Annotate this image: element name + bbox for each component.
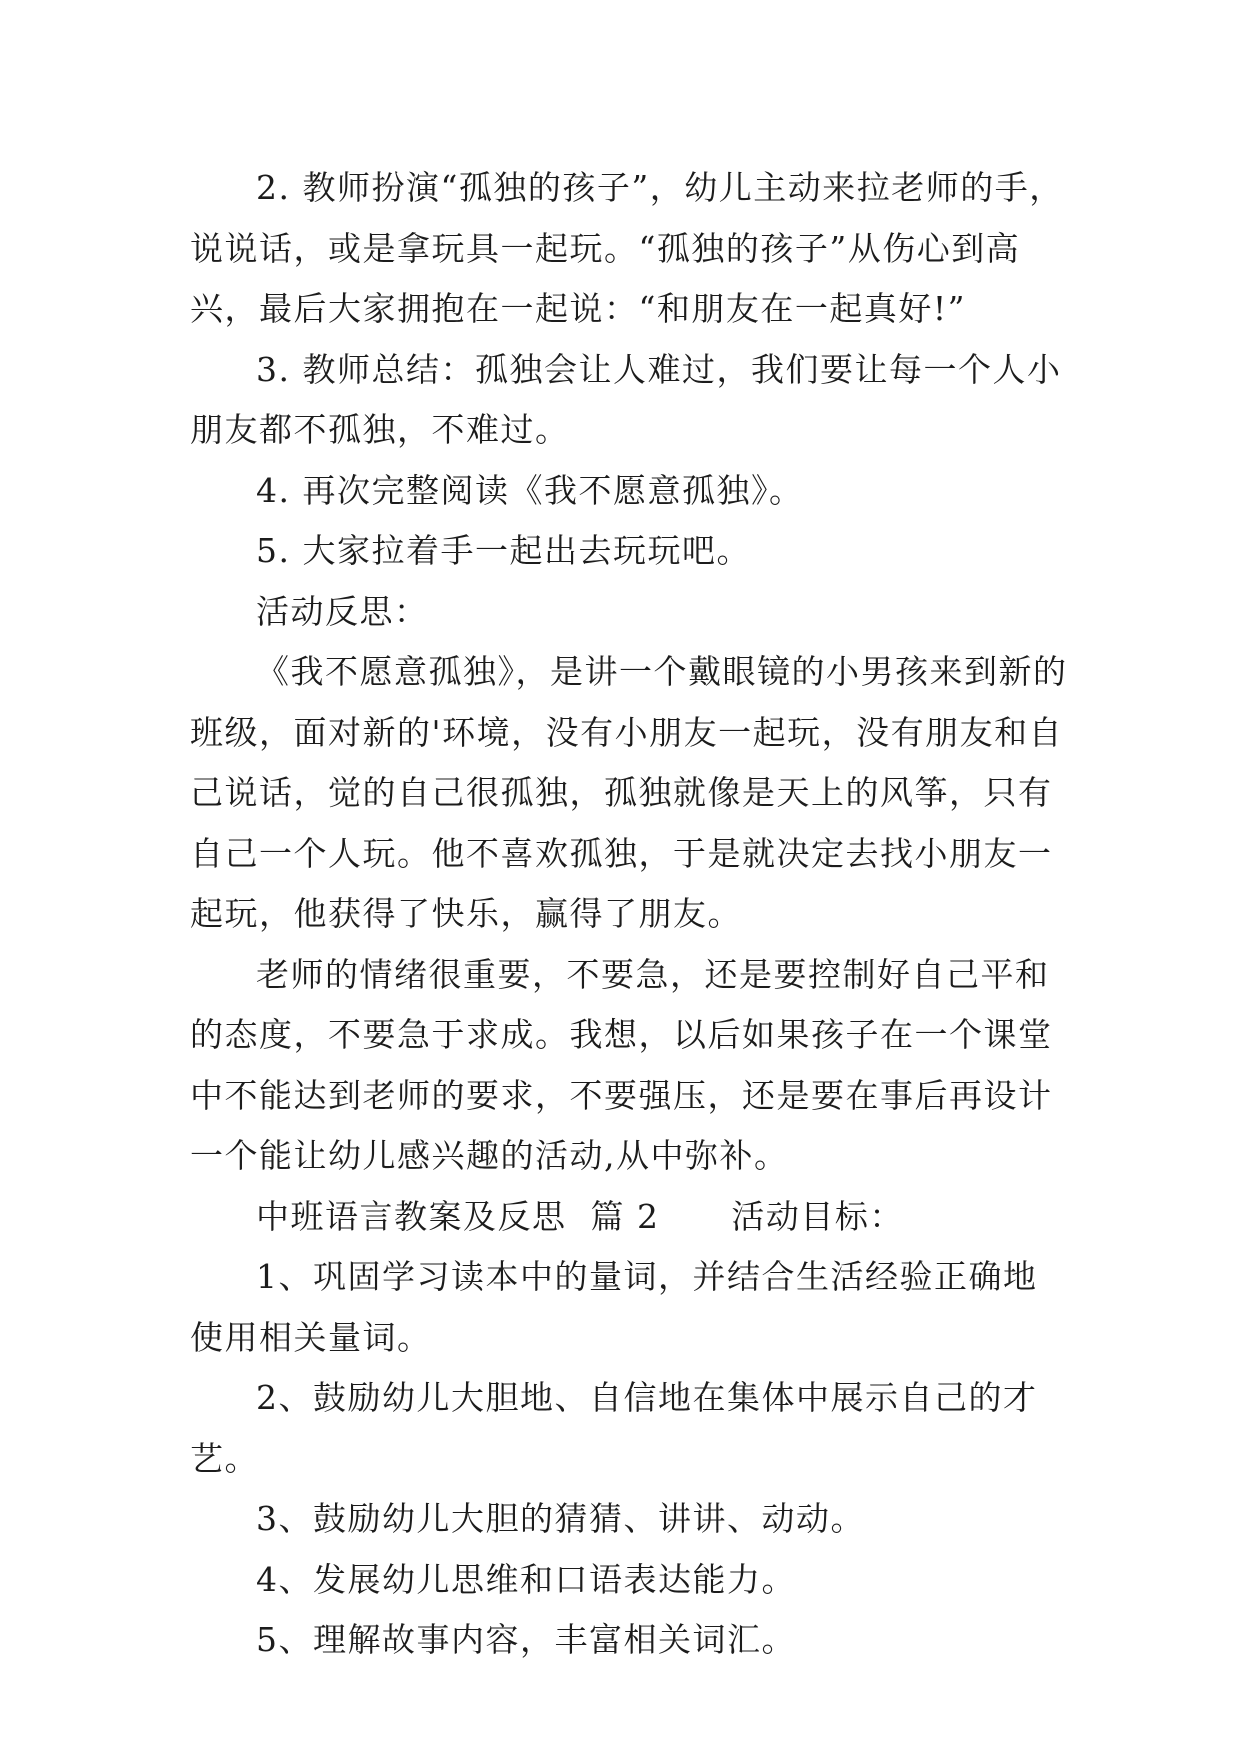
goal-item-2: 2、鼓励幼儿大胆地、自信地在集体中展示自己的才艺。 (190, 1378, 1038, 1478)
paragraph-step-2: 2. 教师扮演“孤独的孩子”，幼儿主动来拉老师的手，说说话，或是拿玩具一起玩。“孤独的孩子”从伤心到高兴，最后大家拥抱在一起说：“和朋友在一起真好!” (190, 168, 1064, 328)
paragraph-step-3: 3. 教师总结：孤独会让人难过，我们要让每一个人小朋友都不孤独，不难过。 (190, 349, 1062, 449)
paragraph-step-4: 4. 再次完整阅读《我不愿意孤独》。 (256, 470, 804, 510)
paragraph-step-5: 5. 大家拉着手一起出去玩玩吧。 (256, 531, 751, 570)
document-body (190, 158, 1070, 1671)
section-heading-reflection: 活动反思： (256, 591, 429, 631)
paragraph-reflection-story: 《我不愿意孤独》，是讲一个戴眼镜的小男孩来到新的班级，面对新的'环境，没有小朋友一起玩，没有朋友和自己说话，觉的自己很孤独，孤独就像是天上的风筝，只有自己一个人玩。他不喜欢孤独，于是就决定去找小朋友一起玩，他获得了快乐，赢得了朋友。 (190, 652, 1068, 933)
goal-item-4: 4、发展幼儿思维和口语表达能力。 (256, 1559, 796, 1599)
section-heading-lesson-2: 中班语言教案及反思 篇 2 活动目标： (256, 1196, 904, 1236)
goal-item-3: 3、鼓励幼儿大胆的猜猜、讲讲、动动。 (256, 1499, 865, 1538)
goal-item-1: 1、巩固学习读本中的量词，并结合生活经验正确地使用相关量词。 (190, 1257, 1038, 1357)
goal-item-5: 5、理解故事内容，丰富相关词汇。 (256, 1620, 796, 1659)
paragraph-reflection-teacher: 老师的情绪很重要，不要急，还是要控制好自己平和的态度，不要急于求成。我想，以后如果孩子在一个课堂中不能达到老师的要求，不要强压，还是要在事后再设计一个能让幼儿感兴趣的活动,从中弥补。 (190, 954, 1053, 1175)
